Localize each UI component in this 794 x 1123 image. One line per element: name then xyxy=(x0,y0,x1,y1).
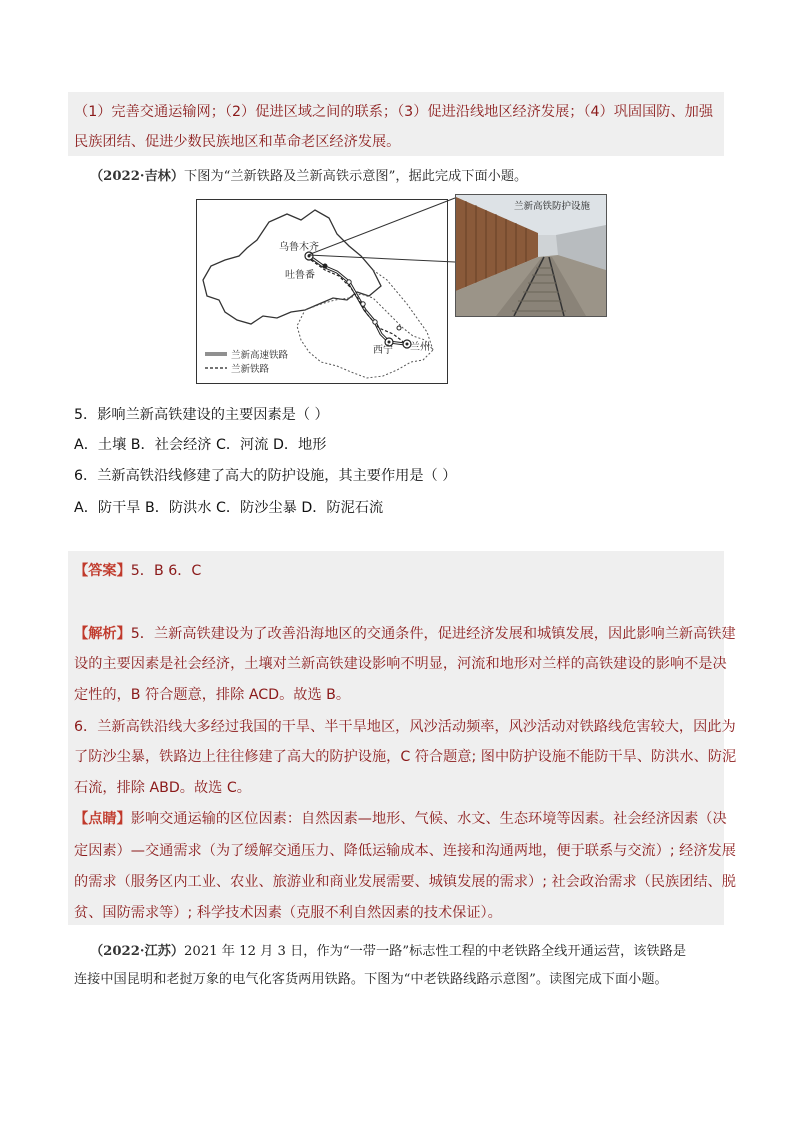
analysis-tag: 【解析】 xyxy=(74,626,131,642)
analysis-line-4: 6．兰新高铁沿线大多经过我国的干旱、半干旱地区，风沙活动频率，风沙活动对铁路线危害较大，因此为 xyxy=(74,719,736,735)
analysis-line-6: 石流，排除 ABD。故选 C。 xyxy=(74,780,251,796)
tip-line-2: 定因素）—交通需求（为了缓解交通压力、降低运输成本、连接和沟通两地，便于联系与交流）; 经济发展 xyxy=(74,843,736,859)
tip-line-1: 【点睛】影响交通运输的区位因素：自然因素—地形、气候、水文、生态环境等因素。社会经济因素（决 xyxy=(74,811,727,827)
label-turpan: 吐鲁番 xyxy=(285,270,315,281)
question-5-stem: 5．影响兰新高铁建设的主要因素是（ ） xyxy=(74,407,329,423)
intro-text: 下图为“兰新铁路及兰新高铁示意图”，据此完成下面小题。 xyxy=(184,169,528,184)
answer-text: 5．B 6．C xyxy=(130,563,202,579)
analysis-line-2: 设的主要因素是社会经济，土壤对兰新高铁建设影响不明显，河流和地形对兰样的高铁建设的影响不是决 xyxy=(74,656,727,672)
analysis-line-3: 定性的，B 符合题意，排除 ACD。故选 B。 xyxy=(74,687,351,703)
answer-tag: 【答案】 xyxy=(74,563,131,579)
block1-line1: （1）完善交通运输网；（2）促进区域之间的联系；（3）促进沿线地区经济发展；（4）巩固国防、加强 xyxy=(74,104,714,120)
question-5-options: A．土壤 B．社会经济 C．河流 D．地形 xyxy=(74,437,327,453)
label-xining: 西宁 xyxy=(373,345,393,356)
analysis-line-1: 【解析】5．兰新高铁建设为了改善沿海地区的交通条件，促进经济发展和城镇发展，因此影响兰新高铁建 xyxy=(74,626,736,642)
block1-line2: 民族团结、促进少数民族地区和革命老区经济发展。 xyxy=(74,134,401,150)
answer-line xyxy=(74,560,201,580)
tip-line-3: 的需求（服务区内工业、农业、旅游业和商业发展需要、城镇发展的需求）; 社会政治需求（民族团结、脱 xyxy=(74,874,736,890)
question-intro-jiangsu-line-1: （2022·江苏）2021 年 12 月 3 日，作为“一带一路”标志性工程的中老铁路全线开通运营，该铁路是 xyxy=(90,944,687,959)
label-lanzhou: 兰州 xyxy=(410,342,430,353)
tip-tag: 【点睛】 xyxy=(74,811,131,827)
question-6-stem: 6．兰新高铁沿线修建了高大的防护设施，其主要作用是（ ） xyxy=(74,468,457,484)
photo-caption: 兰新高铁防护设施 xyxy=(514,201,591,212)
tip-line-4: 贫、国防需求等）; 科学技术因素（克服不利自然因素的技术保证）。 xyxy=(74,905,502,921)
protective-facility-photo xyxy=(455,194,607,317)
label-urumqi: 乌鲁木齐 xyxy=(279,242,319,253)
source-tag: （2022·吉林） xyxy=(90,169,185,184)
callout-lines xyxy=(0,0,794,400)
source-tag: （2022·江苏） xyxy=(90,944,185,959)
legend-hsr-label: 兰新高速铁路 xyxy=(231,350,289,361)
analysis-line-5: 了防沙尘暴，铁路边上往往修建了高大的防护设施，C 符合题意; 图中防护设施不能防干旱、防洪水、防泥 xyxy=(74,749,737,765)
question-6-options: A．防干旱 B．防洪水 C．防沙尘暴 D．防泥石流 xyxy=(74,500,384,516)
question-intro-jiangsu-line-2: 连接中国昆明和老挝万象的电气化客货两用铁路。下图为“中老铁路线路示意图”。读图完成下面小题。 xyxy=(74,972,668,987)
legend-rail-label: 兰新铁路 xyxy=(231,364,270,375)
